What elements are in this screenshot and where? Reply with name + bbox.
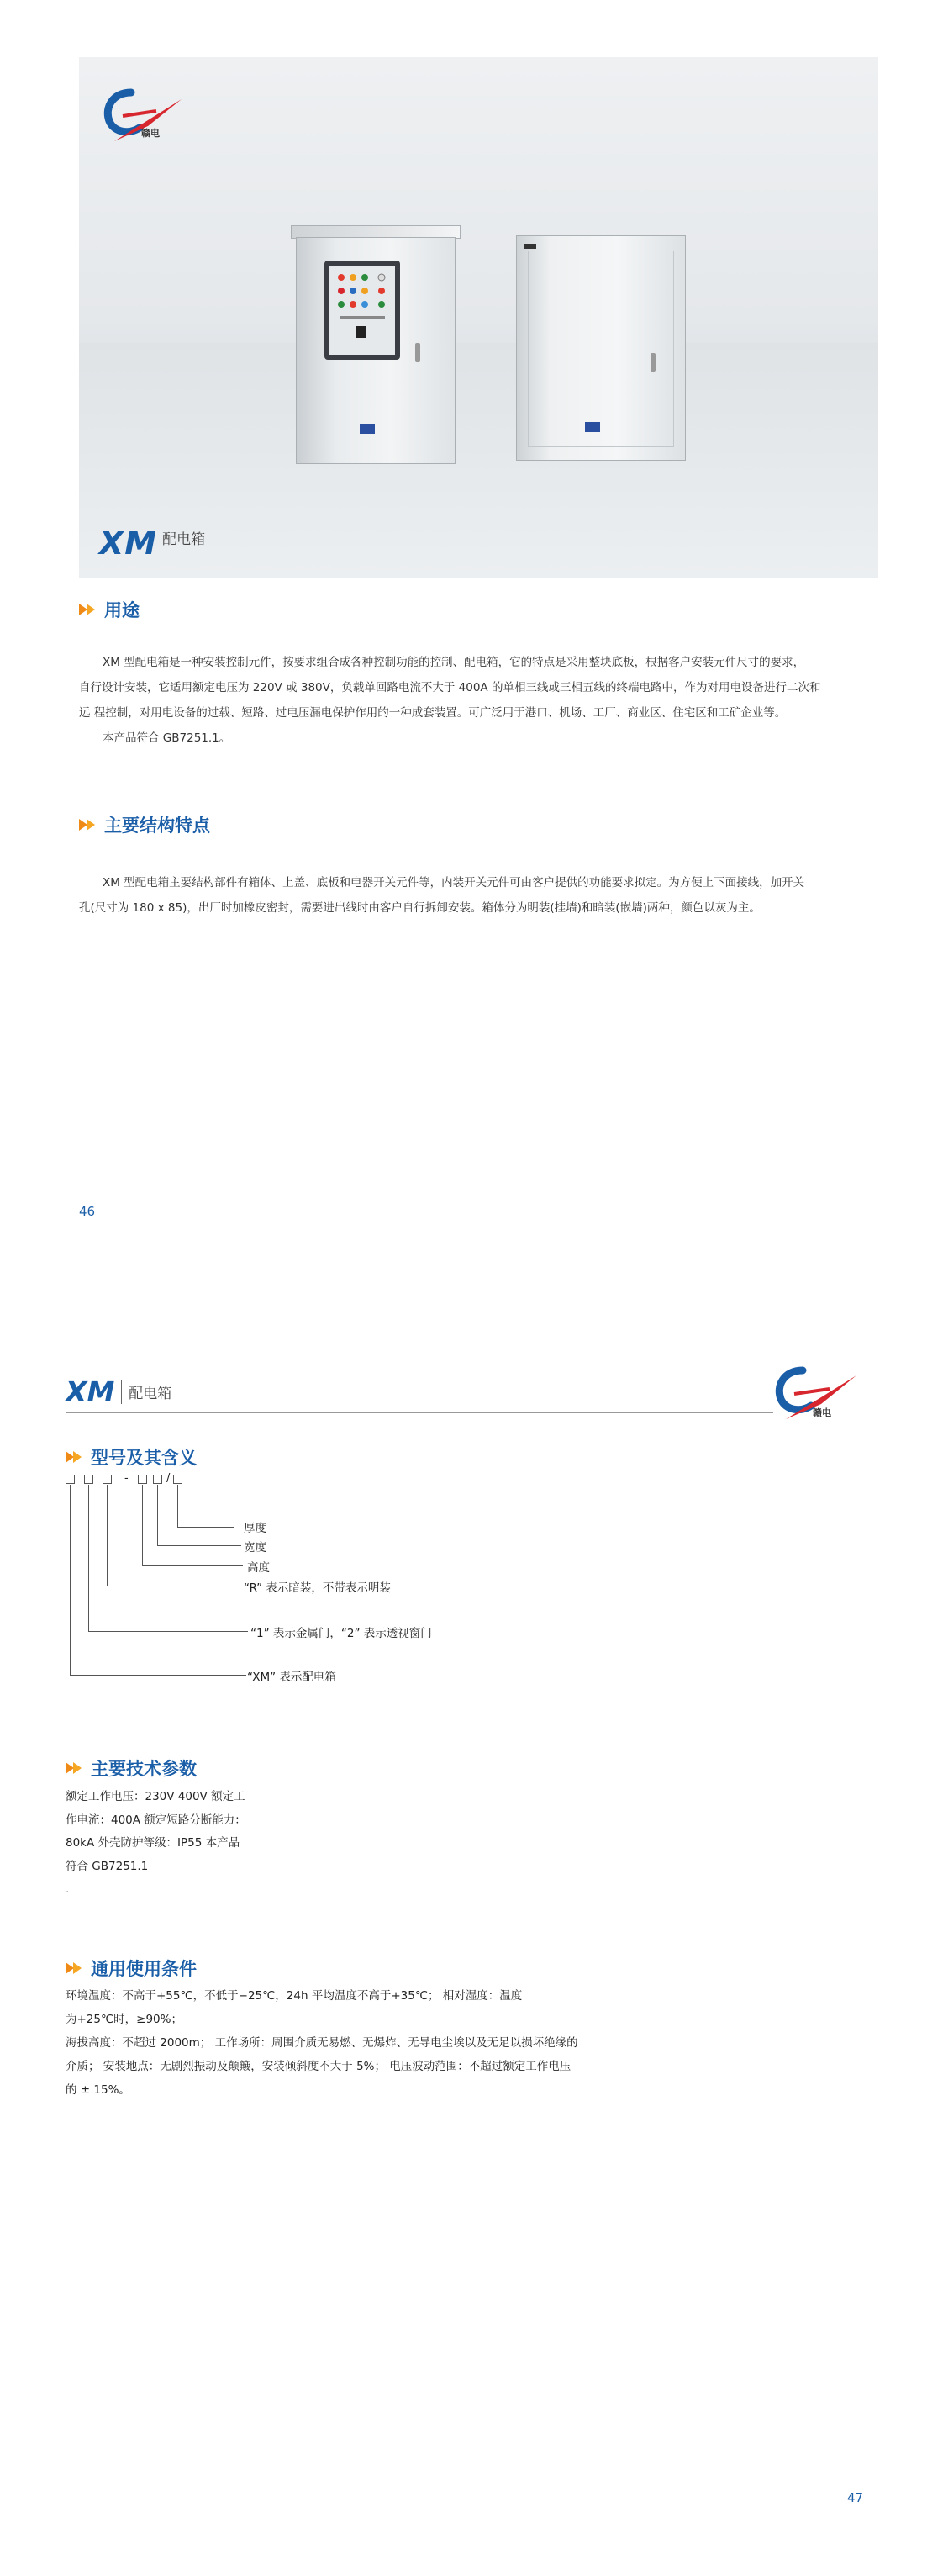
logo-text: 赣电 bbox=[813, 1407, 831, 1418]
section-arrow-icon bbox=[79, 603, 97, 616]
distribution-box-with-panel bbox=[291, 225, 459, 462]
code-box-5 bbox=[153, 1475, 162, 1484]
code-box-1 bbox=[66, 1475, 75, 1484]
code-dash: - bbox=[124, 1472, 129, 1485]
hero-product-code: XM bbox=[99, 525, 158, 562]
label-door-type: “1” 表示金属门，“2” 表示透视窗门 bbox=[250, 1627, 432, 1640]
label-mount-type: “R” 表示暗装，不带表示明装 bbox=[244, 1581, 391, 1595]
section-title-params: 主要技术参数 bbox=[66, 1755, 197, 1781]
params-list: 额定工作电压：230V 400V 额定工 作电流：400A 额定短路分断能力： 80kA 外壳防护等级：IP55 本产品 符合 GB7251.1 . bbox=[66, 1790, 246, 1896]
page-number-right: 47 bbox=[847, 2490, 864, 2505]
section-title-conditions: 通用使用条件 bbox=[66, 1956, 197, 1981]
section-arrow-icon bbox=[66, 1450, 84, 1464]
code-box-3 bbox=[103, 1475, 112, 1484]
code-slash: / bbox=[166, 1472, 171, 1485]
page-header bbox=[66, 1375, 171, 1408]
label-thickness: 厚度 bbox=[244, 1522, 266, 1535]
code-box-6 bbox=[173, 1475, 182, 1484]
distribution-box-plain bbox=[516, 235, 684, 459]
brand-logo bbox=[97, 82, 190, 150]
section-arrow-icon bbox=[79, 818, 97, 831]
section-arrow-icon bbox=[66, 1761, 84, 1775]
hero-product-image bbox=[79, 57, 878, 578]
structure-paragraph: XM 型配电箱主要结构部件有箱体、上盖、底板和电器开关元件等，内装开关元件可由客户提供的功能要求拟定。为方便上下面接线，加开关 孔(尺寸为 180 x 85)，出厂时加橡皮密封，需要进出线时由客户自行拆卸安装。箱体分为明装(挂墙)和暗装(嵌墙)两种，颜色以灰为主。 bbox=[79, 876, 805, 915]
code-box-4 bbox=[138, 1475, 147, 1484]
label-width: 宽度 bbox=[244, 1541, 266, 1555]
conditions-list: 环境温度：不高于+55℃，不低于−25℃，24h 平均温度不高于+35℃； 相对湿度：温度 为+25℃时，≥90%； 海拔高度：不超过 2000m； 工作场所：周围介质无易燃、无爆炸、无导电尘埃以及无足以损坏绝缘的 介质； 安装地点：无剧烈振动及颠簸，安装倾斜度不大于 5%； 电压波动范围：不超过额定工作电压 的 ± 15%。 bbox=[66, 1989, 578, 2097]
header-brand-logo bbox=[769, 1362, 861, 1428]
hero-product-name: 配电箱 bbox=[162, 531, 206, 548]
label-height: 高度 bbox=[247, 1561, 270, 1575]
section-title-usage: 用途 bbox=[79, 597, 140, 622]
page-number-left: 46 bbox=[79, 1204, 96, 1219]
section-title-model: 型号及其含义 bbox=[66, 1444, 197, 1470]
section-title-structure: 主要结构特点 bbox=[79, 812, 210, 837]
section-arrow-icon bbox=[66, 1961, 84, 1975]
code-box-2 bbox=[84, 1475, 93, 1484]
header-divider bbox=[66, 1412, 773, 1413]
model-code-diagram bbox=[66, 1472, 486, 1685]
usage-paragraph: XM 型配电箱是一种安装控制元件，按要求组合成各种控制功能的控制、配电箱，它的特点是采用整块底板，根据客户安装元件尺寸的要求， 自行设计安装，它适用额定电压为 220V 或 380V，负载单回路电流不大于 400A 的单相三线或三相五线的终端电路中，作为对用电设备进行二次和 远 程控制，对用电设备的过载、短路、过电压漏电保护作用的一种成套装置。可广泛用于港口、机场、工厂、商业区、住宅区和工矿企业等。 本产品符合 GB7251.1。 bbox=[79, 656, 821, 745]
label-series: “XM” 表示配电箱 bbox=[247, 1671, 336, 1684]
header-product-name: 配电箱 bbox=[129, 1386, 172, 1402]
header-product-code: XM bbox=[66, 1375, 115, 1408]
logo-text: 赣电 bbox=[141, 128, 160, 139]
